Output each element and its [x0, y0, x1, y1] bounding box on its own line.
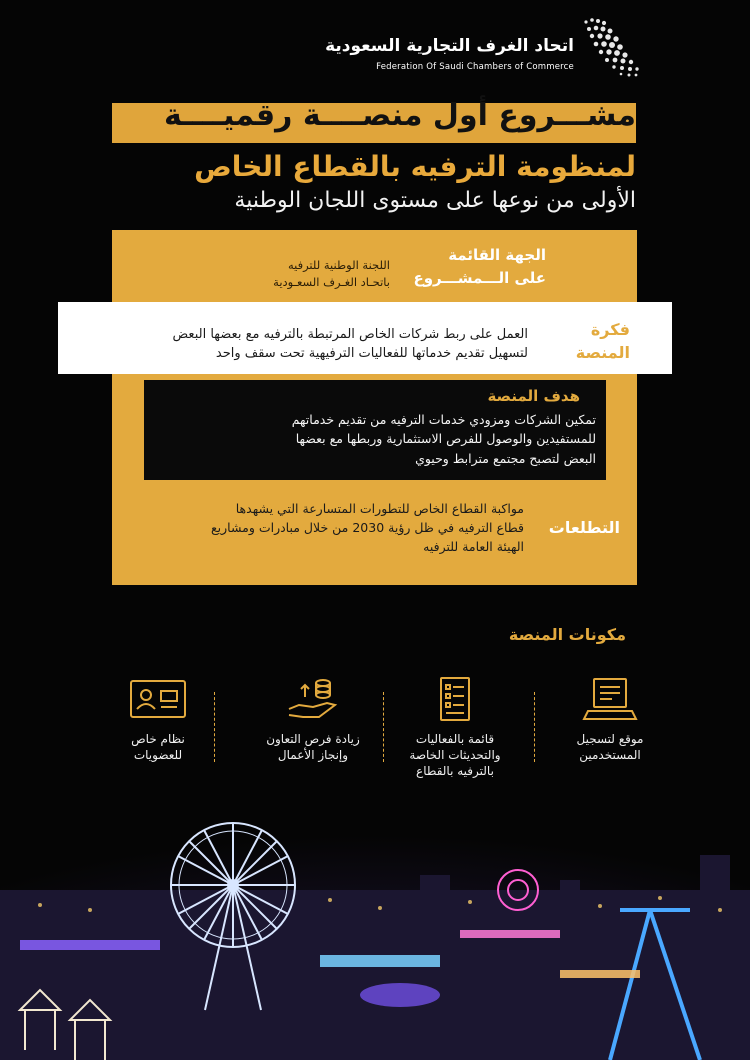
membership-card-icon [128, 675, 188, 725]
component-label-line: زيادة فرص التعاون [266, 732, 360, 746]
entity-label-line2: على الـــمشـــروع [413, 269, 546, 288]
component-events-list [395, 675, 515, 796]
idea-text-line2: لتسهيل تقديم خدماتها للفعاليات الترفيهية تحت سقف واحد [215, 345, 528, 361]
hand-coins-icon [283, 675, 343, 725]
dotted-globe-logo-icon [574, 14, 644, 78]
idea-label [576, 318, 630, 364]
entity-label [413, 244, 546, 291]
component-label-line: نظام خاص [131, 732, 185, 746]
page-title-line1: مشـــروع أول منصــــة رقميــــة [163, 98, 636, 133]
goal-text-line2: للمستفيدين والوصول للفرص الاستثمارية وربطها مع بعضها [295, 431, 596, 447]
component-membership-label [98, 731, 218, 763]
org-name-arabic: اتحاد الغرف التجارية السعودية [325, 36, 574, 56]
aspirations-text-line1: مواكبة القطاع الخاص للتطورات المتسارعة التي يشهدها [235, 501, 524, 516]
header-logo [84, 14, 644, 74]
component-label-line: وإنجاز الأعمال [277, 748, 349, 763]
aspirations-text-line3: الهيئة العامة للترفيه [423, 538, 524, 554]
entity-text-line2: باتحـاد الغـرف السعـودية [273, 274, 390, 289]
component-label-line: المستخدمين [579, 748, 641, 763]
component-divider [383, 692, 384, 762]
idea-text [173, 326, 529, 364]
component-label-line: والتحديثات الخاصة [409, 748, 501, 763]
component-cooperation [253, 675, 373, 763]
page-title-line2: لمنظومة الترفيه بالقطاع الخاص [194, 150, 636, 183]
goal-text-line1: تمكين الشركات ومزودي خدمات الترفيه من تقديم خدماتهم [291, 412, 596, 427]
night-amusement-park-illustration [0, 780, 750, 1060]
idea-text-line1: العمل على ربط شركات الخاص المرتبطة بالترفيه مع بعضها البعض [172, 327, 528, 342]
entity-text-line1: اللجنة الوطنية للترفيه [287, 258, 390, 272]
goal-text [292, 410, 596, 468]
component-label-line: موقع لتسجيل [576, 732, 644, 746]
components-title: مكونات المنصة [508, 625, 626, 644]
aspirations-text [211, 500, 524, 556]
component-divider [534, 692, 535, 762]
idea-label-line1: فكرة [590, 320, 630, 339]
component-user-registration [550, 675, 670, 763]
document-list-icon [425, 675, 485, 725]
idea-label-line2: المنصة [575, 343, 630, 363]
component-label-line: للعضويات [133, 748, 183, 763]
page-subtitle: الأولى من نوعها على مستوى اللجان الوطنية [234, 188, 636, 213]
component-user-registration-label [550, 731, 670, 763]
component-membership [98, 675, 218, 763]
aspirations-text-line2: قطاع الترفيه في ظل رؤية 2030 من خلال مبادرات ومشاريع [211, 519, 524, 535]
org-name-english: Federation Of Saudi Chambers of Commerce [376, 62, 574, 72]
goal-label: هدف المنصة [487, 387, 580, 405]
entity-text [273, 257, 390, 290]
component-label-line: قائمة بالفعاليات [415, 732, 495, 746]
aspirations-label: التطلعات [548, 518, 620, 537]
component-cooperation-label [253, 731, 373, 763]
component-label-line: بالترفيه بالقطاع [416, 764, 494, 779]
goal-text-line3: البعض لتصبح مجتمع مترابط وحيوي [415, 450, 596, 466]
laptop-registration-icon [580, 675, 640, 725]
entity-label-line1: الجهة القائمة [448, 246, 546, 264]
